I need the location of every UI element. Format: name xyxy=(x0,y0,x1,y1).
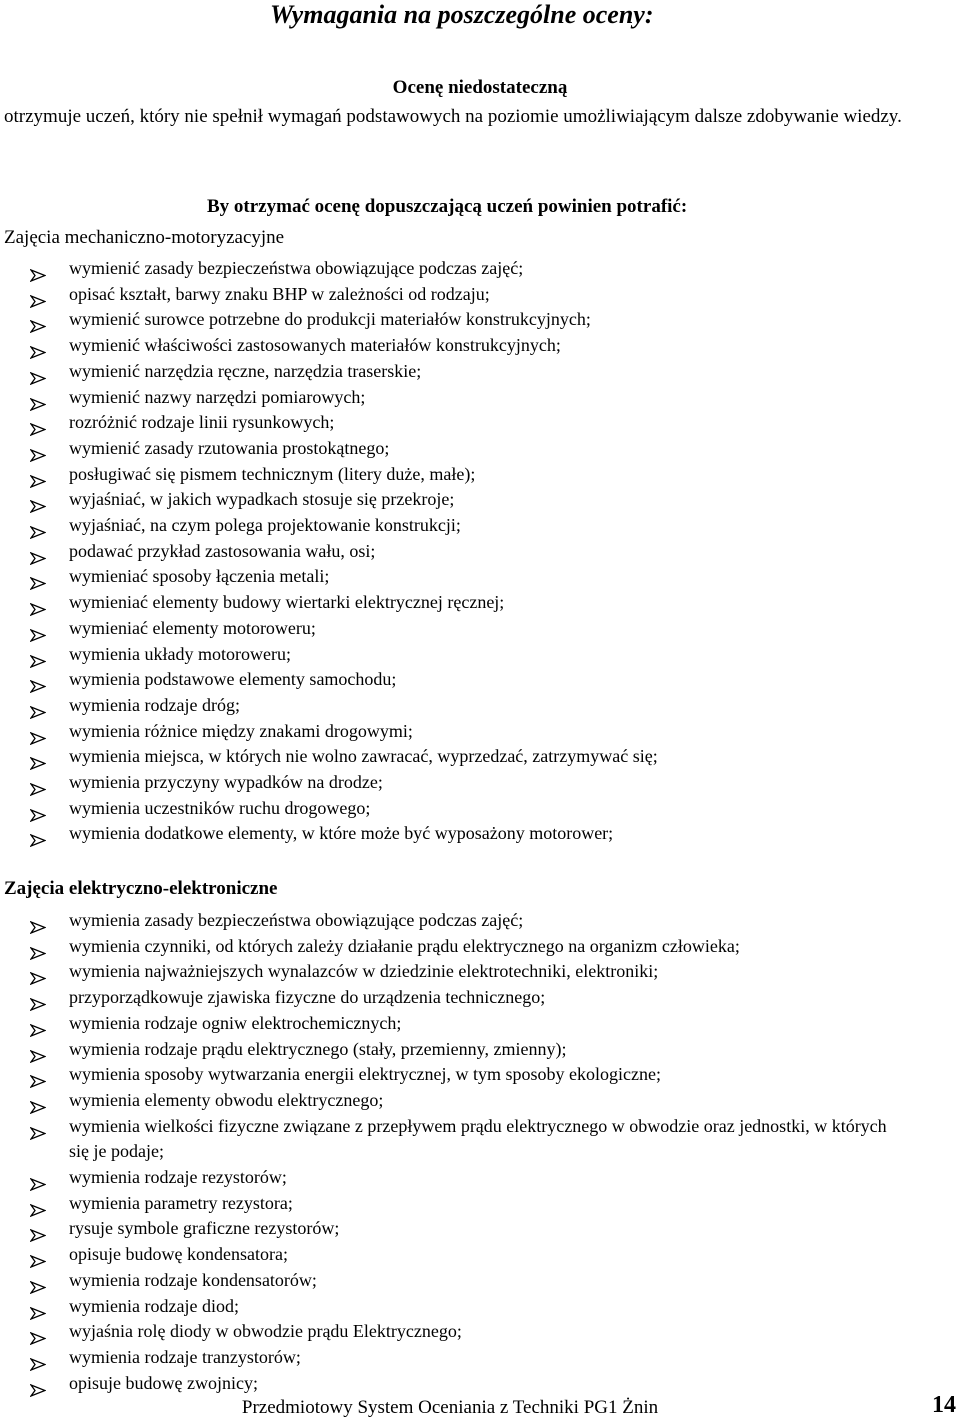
list-item xyxy=(0,693,960,719)
section-title-electrical: Zajęcia elektryczno-elektroniczne xyxy=(4,878,278,899)
arrowhead-bullet-icon xyxy=(30,1045,46,1058)
arrowhead-bullet-icon xyxy=(30,675,46,688)
list-item xyxy=(0,667,960,693)
list-item-text: wymienić właściwości zastosowanych materiałów konstrukcyjnych; xyxy=(69,335,561,356)
list-item xyxy=(0,1088,960,1114)
list-item xyxy=(0,985,960,1011)
arrowhead-bullet-icon xyxy=(30,624,46,637)
list-item xyxy=(0,436,960,462)
arrowhead-bullet-icon xyxy=(30,701,46,714)
list-item-text: wyjaśniać, na czym polega projektowanie konstrukcji; xyxy=(69,515,461,536)
list-item xyxy=(0,1011,960,1037)
list-item-text: wymienia zasady bezpieczeństwa obowiązujące podczas zajęć; xyxy=(69,910,524,930)
list-item xyxy=(0,1114,960,1165)
arrowhead-bullet-icon xyxy=(30,752,46,765)
arrowhead-bullet-icon xyxy=(30,1173,46,1186)
arrowhead-bullet-icon xyxy=(30,778,46,791)
arrowhead-bullet-icon xyxy=(30,967,46,980)
list-item-text: wymieniać elementy budowy wiertarki elektrycznej ręcznej; xyxy=(69,592,505,613)
arrowhead-bullet-icon xyxy=(30,367,46,380)
list-item-text: wymienia wielkości fizyczne związane z przepływem prądu elektrycznego w obwodzie oraz jednostki, w których się je podaje; xyxy=(69,1115,887,1162)
arrowhead-bullet-icon xyxy=(30,290,46,303)
arrowhead-bullet-icon xyxy=(30,1122,46,1135)
list-item-text: opisuje budowę kondensatora; xyxy=(69,1244,288,1265)
page-number: 14 xyxy=(932,1392,956,1418)
list-item xyxy=(0,821,960,847)
list-item-text: wymienia podstawowe elementy samochodu; xyxy=(69,669,397,690)
arrowhead-bullet-icon xyxy=(30,521,46,534)
arrowhead-bullet-icon xyxy=(30,829,46,842)
list-item-text: opisać kształt, barwy znaku BHP w zależności od rodzaju; xyxy=(69,283,490,304)
pass-grade-heading: By otrzymać ocenę dopuszczającą uczeń powinien potrafić: xyxy=(207,196,688,217)
list-item-text: opisuje budowę zwojnicy; xyxy=(69,1372,258,1393)
list-item-text: wymienia miejsca, w których nie wolno zawracać, wyprzedzać, zatrzymywać się; xyxy=(69,746,658,767)
arrowhead-bullet-icon xyxy=(30,1096,46,1109)
footer-text: Przedmiotowy System Oceniania z Techniki PG1 Żnin xyxy=(241,1397,659,1418)
list-item xyxy=(0,744,960,770)
list-item xyxy=(0,256,960,282)
arrowhead-bullet-icon xyxy=(30,572,46,585)
list-item-text: wymienia dodatkowe elementy, w które może być wyposażony motorower; xyxy=(69,823,614,844)
arrowhead-bullet-icon xyxy=(30,1019,46,1032)
list-item xyxy=(0,385,960,411)
list-item xyxy=(0,1371,960,1397)
list-item xyxy=(0,359,960,385)
list-item-text: rozróżnić rodzaje linii rysunkowych; xyxy=(69,412,335,433)
page-title: Wymagania na poszczególne oceny: xyxy=(270,0,654,29)
list-item-text: wymienić narzędzia ręczne, narzędzia traserskie; xyxy=(69,360,422,381)
list-item xyxy=(0,513,960,539)
list-item-text: wymienia układy motoroweru; xyxy=(69,643,291,664)
arrowhead-bullet-icon xyxy=(30,916,46,929)
arrowhead-bullet-icon xyxy=(30,1302,46,1315)
list-item xyxy=(0,1242,960,1268)
list-item-text: wymienić nazwy narzędzi pomiarowych; xyxy=(69,386,366,407)
list-item-text: wyjaśniać, w jakich wypadkach stosuje się przekroje; xyxy=(69,489,455,510)
list-item-text: wymienia uczestników ruchu drogowego; xyxy=(69,797,371,818)
list-item xyxy=(0,908,960,934)
arrowhead-bullet-icon xyxy=(30,650,46,663)
list-item-text: wymienia elementy obwodu elektrycznego; xyxy=(69,1089,384,1110)
list-item-text: posługiwać się pismem technicznym (litery duże, małe); xyxy=(69,463,476,484)
arrowhead-bullet-icon xyxy=(30,495,46,508)
arrowhead-bullet-icon xyxy=(30,804,46,817)
list-item-text: przyporządkowuje zjawiska fizyczne do urządzenia technicznego; xyxy=(69,987,546,1008)
list-item xyxy=(0,1216,960,1242)
arrowhead-bullet-icon xyxy=(30,727,46,740)
list-item xyxy=(0,462,960,488)
list-item xyxy=(0,616,960,642)
list-item-text: podawać przykład zastosowania wału, osi; xyxy=(69,540,376,561)
arrowhead-bullet-icon xyxy=(30,942,46,955)
arrowhead-bullet-icon xyxy=(30,1379,46,1392)
list-item-text: wymienia najważniejszych wynalazców w dziedzinie elektrotechniki, elektroniki; xyxy=(69,961,659,982)
list-item-text: wymienić zasady rzutowania prostokątnego; xyxy=(69,437,390,458)
list-item-text: wymienia przyczyny wypadków na drodze; xyxy=(69,772,383,793)
list-item xyxy=(0,487,960,513)
list-item xyxy=(0,1062,960,1088)
list-item-text: wymienia rodzaje tranzystorów; xyxy=(69,1346,301,1367)
list-item xyxy=(0,282,960,308)
list-item xyxy=(0,333,960,359)
list-item-text: wymienia rodzaje dróg; xyxy=(69,694,240,715)
list-item-text: wymienia rodzaje prądu elektrycznego (stały, przemienny, zmienny); xyxy=(69,1038,567,1059)
list-item xyxy=(0,410,960,436)
arrowhead-bullet-icon xyxy=(30,264,46,277)
arrowhead-bullet-icon xyxy=(30,470,46,483)
list-item xyxy=(0,307,960,333)
list-item xyxy=(0,1037,960,1063)
list-item xyxy=(0,1345,960,1371)
list-item xyxy=(0,1191,960,1217)
arrowhead-bullet-icon xyxy=(30,315,46,328)
arrowhead-bullet-icon xyxy=(30,341,46,354)
list-item xyxy=(0,1268,960,1294)
list-item-text: wymienia rodzaje kondensatorów; xyxy=(69,1269,317,1290)
fail-grade-text: otrzymuje uczeń, który nie spełnił wymagań podstawowych na poziomie umożliwiającym dalsze zdobywanie wiedzy. xyxy=(4,106,902,127)
list-item xyxy=(0,1294,960,1320)
requirements-list-electrical xyxy=(0,908,960,1396)
arrowhead-bullet-icon xyxy=(30,1199,46,1212)
list-item xyxy=(0,770,960,796)
requirements-list-mechanical xyxy=(0,256,960,847)
arrowhead-bullet-icon xyxy=(30,393,46,406)
list-item-text: wymienić zasady bezpieczeństwa obowiązujące podczas zajęć; xyxy=(69,258,524,278)
arrowhead-bullet-icon xyxy=(30,1327,46,1340)
list-item xyxy=(0,959,960,985)
list-item-text: wymieniać sposoby łączenia metali; xyxy=(69,566,330,587)
list-item-text: wyjaśnia rolę diody w obwodzie prądu Elektrycznego; xyxy=(69,1321,462,1342)
list-item xyxy=(0,590,960,616)
list-item-text: wymienia parametry rezystora; xyxy=(69,1192,293,1213)
list-item xyxy=(0,539,960,565)
arrowhead-bullet-icon xyxy=(30,1250,46,1263)
arrowhead-bullet-icon xyxy=(30,993,46,1006)
list-item xyxy=(0,1165,960,1191)
list-item-text: wymieniać elementy motoroweru; xyxy=(69,617,316,638)
list-item-text: wymienia czynniki, od których zależy działanie prądu elektrycznego na organizm człowieka; xyxy=(69,935,740,956)
arrowhead-bullet-icon xyxy=(30,1224,46,1237)
list-item xyxy=(0,642,960,668)
list-item-text: wymienia rodzaje diod; xyxy=(69,1295,239,1316)
list-item-text: wymienia rodzaje ogniw elektrochemicznych; xyxy=(69,1012,402,1033)
section-title-mechanical: Zajęcia mechaniczno-motoryzacyjne xyxy=(4,227,285,248)
list-item xyxy=(0,564,960,590)
list-item-text: rysuje symbole graficzne rezystorów; xyxy=(69,1218,340,1239)
arrowhead-bullet-icon xyxy=(30,1276,46,1289)
arrowhead-bullet-icon xyxy=(30,444,46,457)
list-item-text: wymienić surowce potrzebne do produkcji materiałów konstrukcyjnych; xyxy=(69,309,591,330)
list-item xyxy=(0,796,960,822)
arrowhead-bullet-icon xyxy=(30,418,46,431)
list-item xyxy=(0,719,960,745)
list-item-text: wymienia sposoby wytwarzania energii elektrycznej, w tym sposoby ekologiczne; xyxy=(69,1064,662,1085)
arrowhead-bullet-icon xyxy=(30,1070,46,1083)
list-item xyxy=(0,1319,960,1345)
list-item xyxy=(0,934,960,960)
arrowhead-bullet-icon xyxy=(30,598,46,611)
arrowhead-bullet-icon xyxy=(30,547,46,560)
list-item-text: wymienia różnice między znakami drogowymi; xyxy=(69,720,413,741)
list-item-text: wymienia rodzaje rezystorów; xyxy=(69,1167,287,1188)
fail-grade-heading: Ocenę niedostateczną xyxy=(392,77,568,98)
arrowhead-bullet-icon xyxy=(30,1353,46,1366)
